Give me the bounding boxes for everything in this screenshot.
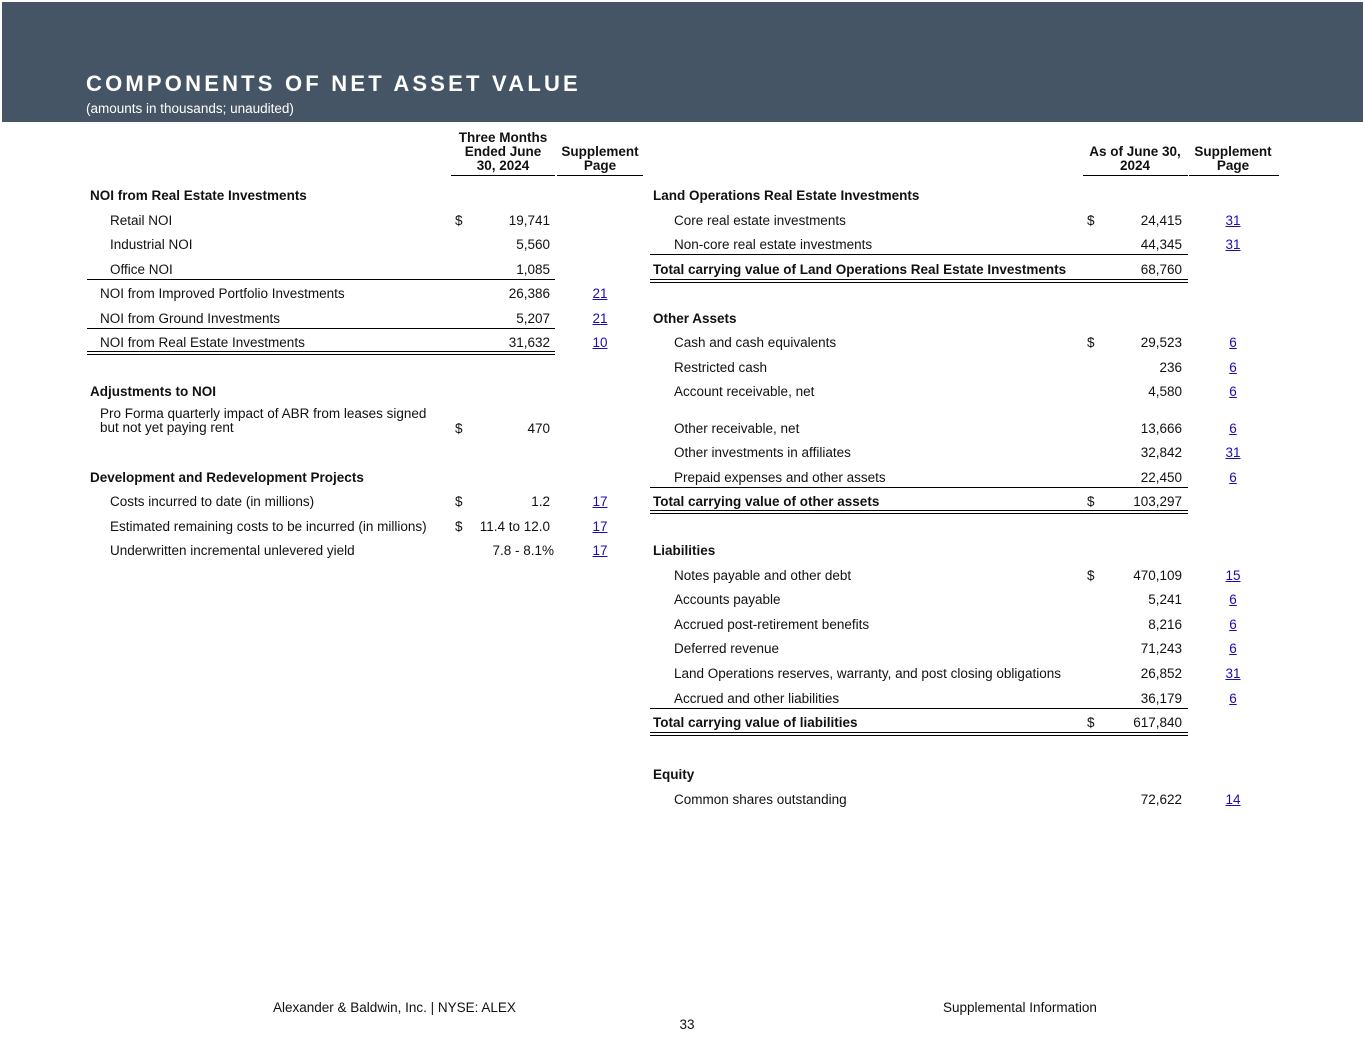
row-label: Office NOI xyxy=(110,262,173,277)
row-value: 236 xyxy=(1159,360,1182,375)
supplement-page-link[interactable]: 21 xyxy=(592,286,608,301)
row-label: Notes payable and other debt xyxy=(674,568,852,583)
col-header-line: Ended June xyxy=(464,144,542,159)
supplement-page-link[interactable]: 14 xyxy=(1225,792,1241,807)
row-label: Other investments in affiliates xyxy=(674,445,851,460)
supplement-page-link[interactable]: 10 xyxy=(592,335,608,350)
supplement-page-link[interactable]: 6 xyxy=(1229,691,1237,706)
row-label: Common shares outstanding xyxy=(674,792,847,807)
row-value: 5,241 xyxy=(1148,592,1182,607)
row-value: 19,741 xyxy=(508,213,550,228)
footer-company: Alexander & Baldwin, Inc. | NYSE: ALEX xyxy=(273,1000,516,1015)
row-value-total: 68,760 xyxy=(1140,262,1182,277)
row-value: 13,666 xyxy=(1140,421,1182,436)
row-value: 22,450 xyxy=(1140,470,1182,485)
row-value: 8,216 xyxy=(1148,617,1182,632)
row-value: 26,386 xyxy=(508,286,550,301)
row-value: 1.2 xyxy=(531,494,550,509)
row-value: 71,243 xyxy=(1140,641,1182,656)
col-header-line: Page xyxy=(1216,158,1250,173)
row-value: 26,852 xyxy=(1140,666,1182,681)
row-label: NOI from Improved Portfolio Investments xyxy=(100,286,345,301)
section-adjustments: Adjustments to NOI xyxy=(90,384,217,399)
supplement-page-link[interactable]: 6 xyxy=(1229,421,1237,436)
row-label-proforma xyxy=(100,407,426,435)
row-label: Non-core real estate investments xyxy=(674,237,873,252)
row-label-total: Total carrying value of other assets xyxy=(653,494,880,509)
row-label: Estimated remaining costs to be incurred (in millions) xyxy=(110,519,427,534)
supplement-page-link[interactable]: 17 xyxy=(592,494,608,509)
page-header xyxy=(2,2,1363,122)
section-equity: Equity xyxy=(653,767,695,782)
row-value: 5,560 xyxy=(516,237,550,252)
dollar-sign: $ xyxy=(455,213,463,228)
supplement-page-link[interactable]: 31 xyxy=(1225,213,1241,228)
row-label: Land Operations reserves, warranty, and post closing obligations xyxy=(674,666,1061,681)
row-value: 36,179 xyxy=(1140,691,1182,706)
row-label-line: but not yet paying rent xyxy=(100,420,234,435)
supplement-page-link[interactable]: 6 xyxy=(1229,384,1237,399)
section-liabilities: Liabilities xyxy=(653,543,716,558)
footer-section: Supplemental Information xyxy=(943,1000,1097,1015)
dollar-sign: $ xyxy=(455,421,463,436)
supplement-page-link[interactable]: 17 xyxy=(592,519,608,534)
col-header-line: Page xyxy=(583,158,617,173)
dollar-sign: $ xyxy=(1087,568,1095,583)
dollar-sign: $ xyxy=(455,519,463,534)
row-label: Costs incurred to date (in millions) xyxy=(110,494,315,509)
row-label: Deferred revenue xyxy=(674,641,780,656)
section-development: Development and Redevelopment Projects xyxy=(90,470,364,485)
row-value: 4,580 xyxy=(1148,384,1182,399)
col-header-supplement-page xyxy=(1190,145,1276,173)
row-value: 32,842 xyxy=(1140,445,1182,460)
row-value-total: 31,632 xyxy=(508,335,550,350)
col-header-supplement-page xyxy=(558,145,642,173)
page-title: COMPONENTS OF NET ASSET VALUE xyxy=(86,71,581,96)
row-value: 11.4 to 12.0 xyxy=(479,519,550,534)
row-value-total: 617,840 xyxy=(1133,715,1182,730)
section-noi: NOI from Real Estate Investments xyxy=(90,188,307,203)
supplement-page-link[interactable]: 21 xyxy=(592,311,608,326)
row-label: Underwritten incremental unlevered yield xyxy=(110,543,355,558)
col-header-three-months xyxy=(452,131,554,173)
row-value: 44,345 xyxy=(1140,237,1182,252)
supplement-page-link[interactable]: 6 xyxy=(1229,617,1237,632)
supplement-page-link[interactable]: 31 xyxy=(1225,666,1241,681)
supplement-page-link[interactable]: 15 xyxy=(1225,568,1241,583)
row-label-total: Total carrying value of Land Operations Real Estate Investments xyxy=(653,262,1067,277)
row-value: 72,622 xyxy=(1140,792,1182,807)
row-label: Account receivable, net xyxy=(674,384,815,399)
page-subtitle: (amounts in thousands; unaudited) xyxy=(86,101,294,116)
dollar-sign: $ xyxy=(1087,494,1095,509)
supplement-page-link[interactable]: 31 xyxy=(1225,445,1241,460)
row-label: Accounts payable xyxy=(674,592,781,607)
col-header-as-of xyxy=(1085,145,1185,173)
supplement-page-link[interactable]: 6 xyxy=(1229,592,1237,607)
supplement-page-link[interactable]: 6 xyxy=(1229,360,1237,375)
col-header-line: 30, 2024 xyxy=(476,158,530,173)
row-label-total: NOI from Real Estate Investments xyxy=(100,335,305,350)
row-value: 7.8 - 8.1% xyxy=(492,543,554,558)
supplement-page-link[interactable]: 6 xyxy=(1229,641,1237,656)
row-label-total: Total carrying value of liabilities xyxy=(653,715,858,730)
row-label: Accrued post-retirement benefits xyxy=(674,617,870,632)
col-header-line: Three Months xyxy=(458,130,548,145)
row-label: Industrial NOI xyxy=(110,237,193,252)
row-value-total: 103,297 xyxy=(1133,494,1182,509)
row-label: Retail NOI xyxy=(110,213,173,228)
row-value: 470,109 xyxy=(1133,568,1182,583)
section-land-operations: Land Operations Real Estate Investments xyxy=(653,188,920,203)
supplement-page-link[interactable]: 6 xyxy=(1229,470,1237,485)
dollar-sign: $ xyxy=(1087,335,1095,350)
row-value: 1,085 xyxy=(516,262,550,277)
row-value: 24,415 xyxy=(1140,213,1182,228)
supplement-page-link[interactable]: 17 xyxy=(592,543,608,558)
col-header-line: Supplement xyxy=(561,144,639,159)
dollar-sign: $ xyxy=(1087,715,1095,730)
row-label: NOI from Ground Investments xyxy=(100,311,281,326)
row-label: Core real estate investments xyxy=(674,213,846,228)
row-label: Accrued and other liabilities xyxy=(674,691,840,706)
footer-page-number: 33 xyxy=(679,1017,695,1032)
row-label: Prepaid expenses and other assets xyxy=(674,470,886,485)
row-value: 470 xyxy=(527,421,550,436)
col-header-line: 2024 xyxy=(1119,158,1151,173)
dollar-sign: $ xyxy=(455,494,463,509)
col-header-line: Supplement xyxy=(1194,144,1272,159)
row-label: Cash and cash equivalents xyxy=(674,335,837,350)
row-value: 29,523 xyxy=(1140,335,1182,350)
supplement-page-link[interactable]: 6 xyxy=(1229,335,1237,350)
row-label-line: Pro Forma quarterly impact of ABR from leases signed xyxy=(100,406,427,421)
row-label: Restricted cash xyxy=(674,360,768,375)
col-header-line: As of June 30, xyxy=(1089,144,1181,159)
supplement-page-link[interactable]: 31 xyxy=(1225,237,1241,252)
dollar-sign: $ xyxy=(1087,213,1095,228)
row-label: Other receivable, net xyxy=(674,421,800,436)
row-value: 5,207 xyxy=(516,311,550,326)
section-other-assets: Other Assets xyxy=(653,311,737,326)
